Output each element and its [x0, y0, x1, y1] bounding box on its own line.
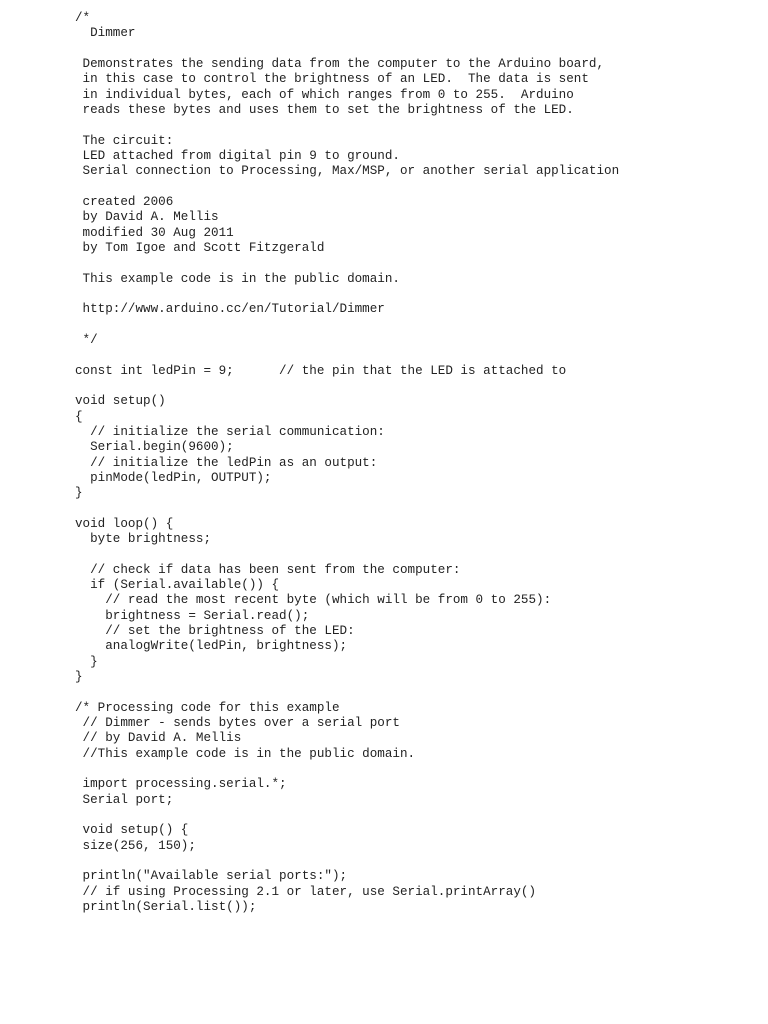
code-line — [75, 547, 755, 562]
code-line: const int ledPin = 9; // the pin that the LED is attached to — [75, 363, 567, 378]
code-line: void loop() { — [75, 516, 174, 531]
code-line: byte brightness; — [75, 532, 212, 547]
code-line: modified 30 Aug 2011 — [75, 225, 234, 240]
code-line: //This example code is in the public domain. — [75, 746, 416, 761]
code-line: size(256, 150); — [75, 838, 196, 853]
code-line — [75, 318, 755, 333]
code-line: { — [75, 409, 83, 424]
code-line: // check if data has been sent from the computer: — [75, 562, 461, 577]
code-line — [75, 685, 755, 700]
code-line — [75, 808, 755, 823]
code-line: in individual bytes, each of which ranges from 0 to 255. Arduino — [75, 87, 574, 102]
code-line: The circuit: — [75, 133, 174, 148]
code-line — [75, 256, 755, 271]
code-line — [75, 287, 755, 302]
code-line: // Dimmer - sends bytes over a serial port — [75, 716, 400, 731]
code-line: println(Serial.list()); — [75, 900, 257, 915]
code-line: */ — [75, 332, 98, 347]
code-line: in this case to control the brightness of an LED. The data is sent — [75, 72, 589, 87]
code-line: } — [75, 654, 98, 669]
code-line: // initialize the ledPin as an output: — [75, 455, 378, 470]
code-line: Serial.begin(9600); — [75, 440, 234, 455]
code-line — [75, 379, 755, 394]
code-line: pinMode(ledPin, OUTPUT); — [75, 470, 272, 485]
code-line — [75, 348, 755, 363]
code-line: This example code is in the public domain. — [75, 271, 400, 286]
code-line: void setup() { — [75, 823, 189, 838]
code-line — [75, 502, 755, 517]
code-line: // if using Processing 2.1 or later, use Serial.printArray() — [75, 884, 537, 899]
code-line — [75, 42, 755, 57]
code-line: Demonstrates the sending data from the computer to the Arduino board, — [75, 56, 605, 71]
code-line: Serial connection to Processing, Max/MSP, or another serial application — [75, 164, 620, 179]
code-line: LED attached from digital pin 9 to ground. — [75, 148, 400, 163]
code-line: http://www.arduino.cc/en/Tutorial/Dimmer — [75, 302, 385, 317]
code-line: // initialize the serial communication: — [75, 424, 385, 439]
code-line: println("Available serial ports:"); — [75, 869, 348, 884]
code-line: reads these bytes and uses them to set the brightness of the LED. — [75, 102, 574, 117]
code-line: Serial port; — [75, 792, 174, 807]
code-line: } — [75, 486, 83, 501]
code-line: if (Serial.available()) { — [75, 578, 280, 593]
code-line: /* — [75, 11, 91, 25]
code-line — [75, 854, 755, 869]
code-line: brightness = Serial.read(); — [75, 608, 310, 623]
code-line: by Tom Igoe and Scott Fitzgerald — [75, 240, 325, 255]
code-line: // by David A. Mellis — [75, 731, 242, 746]
code-line — [75, 118, 755, 133]
code-listing — [75, 11, 755, 915]
code-line: by David A. Mellis — [75, 210, 219, 225]
code-line: void setup() — [75, 394, 166, 409]
code-line: // set the brightness of the LED: — [75, 624, 355, 639]
code-line: } — [75, 670, 83, 685]
code-line — [75, 762, 755, 777]
code-line: import processing.serial.*; — [75, 777, 287, 792]
code-line — [75, 180, 755, 195]
code-line: // read the most recent byte (which will be from 0 to 255): — [75, 593, 552, 608]
code-line: created 2006 — [75, 194, 174, 209]
code-line: analogWrite(ledPin, brightness); — [75, 639, 348, 654]
code-line: /* Processing code for this example — [75, 700, 340, 715]
code-line: Dimmer — [75, 26, 136, 41]
